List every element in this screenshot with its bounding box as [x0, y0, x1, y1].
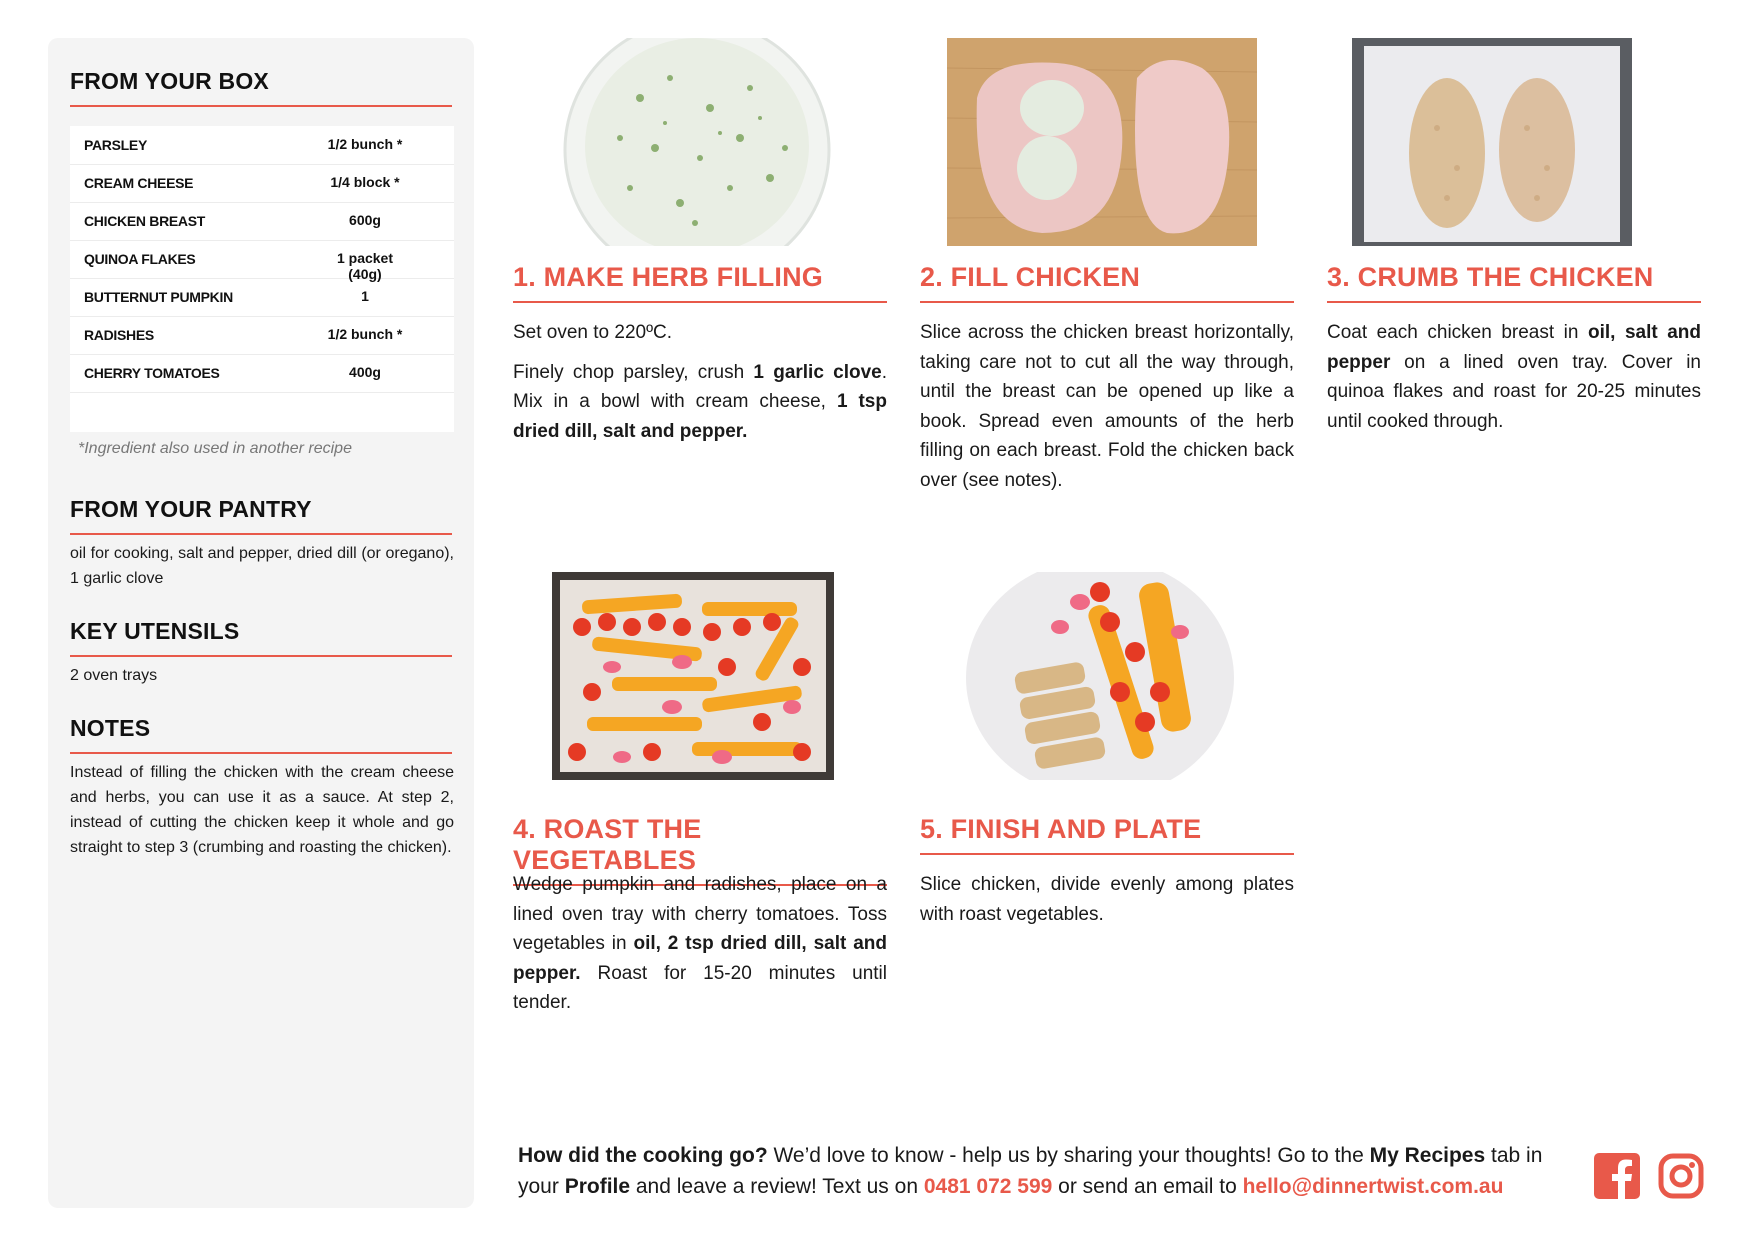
ingredient-qty: 600g	[349, 212, 381, 228]
finish-plate-image	[960, 572, 1280, 780]
footer-text: tab in your	[518, 1144, 1543, 1198]
ingredient-row	[70, 164, 454, 203]
ingredients-table	[70, 126, 454, 432]
bold-span: oil, salt and pepper	[1327, 322, 1701, 373]
facebook-icon[interactable]	[1594, 1153, 1640, 1199]
ingredient-qty: 1/2 bunch *	[327, 326, 403, 342]
email-link[interactable]: hello@dinnertwist.com.au	[1242, 1175, 1504, 1198]
feedback-footer	[518, 1140, 1578, 1202]
ingredient-qty: 1/4 block *	[330, 174, 400, 190]
ingredient-name: CREAM CHEESE	[84, 175, 194, 191]
text-span: Roast for 15-20 minutes until tender.	[513, 962, 887, 1013]
ingredient-name: RADISHES	[84, 327, 154, 343]
step-5-title: 5. FINISH AND PLATE	[920, 814, 1294, 855]
utensils-text: 2 oven trays	[70, 667, 158, 684]
step-1-paragraph-2	[513, 358, 887, 447]
footer-question: How did the cooking go?	[518, 1144, 768, 1167]
ingredient-row	[70, 126, 454, 165]
crumb-chicken-image	[1352, 38, 1692, 246]
text-span: . Mix in a bowl with cream cheese,	[513, 361, 888, 412]
my-recipes-link[interactable]: My Recipes	[1369, 1144, 1486, 1167]
text-span: on a lined oven tray. Cover in quinoa flakes and roast for 20-25 minutes until cooked through.	[1327, 351, 1701, 432]
roast-vegetables-image	[552, 572, 872, 780]
ingredients-sidebar	[48, 38, 474, 1208]
step-4-body	[513, 870, 887, 1028]
ingredient-footnote: *Ingredient also used in another recipe	[78, 440, 352, 457]
pantry-text: oil for cooking, salt and pepper, dried dill (or oregano), 1 garlic clove	[70, 545, 454, 587]
step-5-body	[920, 870, 1294, 939]
ingredient-name: BUTTERNUT PUMPKIN	[84, 289, 233, 305]
from-your-box-heading: FROM YOUR BOX	[70, 68, 452, 107]
text-span: Wedge pumpkin and radishes, place on a lined oven tray with cherry tomatoes. Toss vegetables in	[513, 874, 887, 954]
ingredient-name: QUINOA FLAKES	[84, 251, 196, 267]
notes-heading: NOTES	[70, 715, 452, 754]
notes-text: Instead of filling the chicken with the cream cheese and herbs, you can use it as a sauce. At step 2, instead of cutting the chicken keep it whole and go straight to step 3 (crumbing and roasting the chicken).	[70, 764, 454, 856]
text-span: Finely chop parsley, crush	[513, 361, 754, 383]
ingredient-row	[70, 240, 454, 282]
step-4-title: 4. ROAST THE VEGETABLES	[513, 814, 887, 886]
ingredient-row	[70, 202, 454, 241]
ingredient-name: CHERRY TOMATOES	[84, 365, 220, 381]
step-1-title: 1. MAKE HERB FILLING	[513, 262, 887, 303]
bold-span: 1 tsp dried dill, salt and pepper.	[513, 391, 887, 442]
step-3-body	[1327, 318, 1701, 446]
ingredient-qty: 400g	[349, 364, 381, 380]
footer-text: and leave a review! Text us on	[630, 1175, 924, 1198]
step-3-title: 3. CRUMB THE CHICKEN	[1327, 262, 1701, 303]
ingredient-qty: 1/2 bunch *	[327, 136, 403, 152]
bold-span: 1 garlic clove	[753, 361, 882, 383]
step-1-body	[513, 318, 887, 456]
step-5-paragraph-1: Slice chicken, divide evenly among plates with roast vegetables.	[920, 874, 1294, 925]
footer-text: We’d love to know - help us by sharing your thoughts! Go to the	[767, 1144, 1370, 1167]
step-2-body	[920, 318, 1294, 505]
bold-span: oil, 2 tsp dried dill, salt and pepper.	[513, 933, 887, 984]
ingredient-name: PARSLEY	[84, 137, 147, 153]
step-2-paragraph-1: Slice across the chicken breast horizontally, taking care not to cut all the way through, until the breast can be opened up like a book. Spread even amounts of the herb filling on each breast. Fold the chicken back over (see notes).	[920, 322, 1294, 491]
step-1-paragraph-1: Set oven to 220ºC.	[513, 322, 673, 343]
ingredient-name: CHICKEN BREAST	[84, 213, 206, 229]
instagram-icon[interactable]	[1658, 1153, 1704, 1199]
step-4-paragraph-1	[513, 870, 887, 1018]
ingredient-row	[70, 316, 454, 355]
profile-link[interactable]: Profile	[564, 1175, 631, 1198]
key-utensils-heading: KEY UTENSILS	[70, 618, 452, 657]
ingredient-qty: 1	[361, 288, 369, 304]
fill-chicken-image	[947, 38, 1257, 246]
herb-filling-image	[560, 38, 880, 246]
ingredient-qty: 1 packet (40g)	[336, 250, 394, 282]
footer-text: or send an email to	[1052, 1175, 1243, 1198]
ingredient-row	[70, 354, 454, 393]
ingredient-row	[70, 278, 454, 317]
step-2-title: 2. FILL CHICKEN	[920, 262, 1294, 303]
text-span: Coat each chicken breast in	[1327, 322, 1588, 343]
step-3-paragraph-1	[1327, 318, 1701, 436]
from-your-pantry-heading: FROM YOUR PANTRY	[70, 496, 452, 535]
phone-link[interactable]: 0481 072 599	[923, 1175, 1053, 1198]
